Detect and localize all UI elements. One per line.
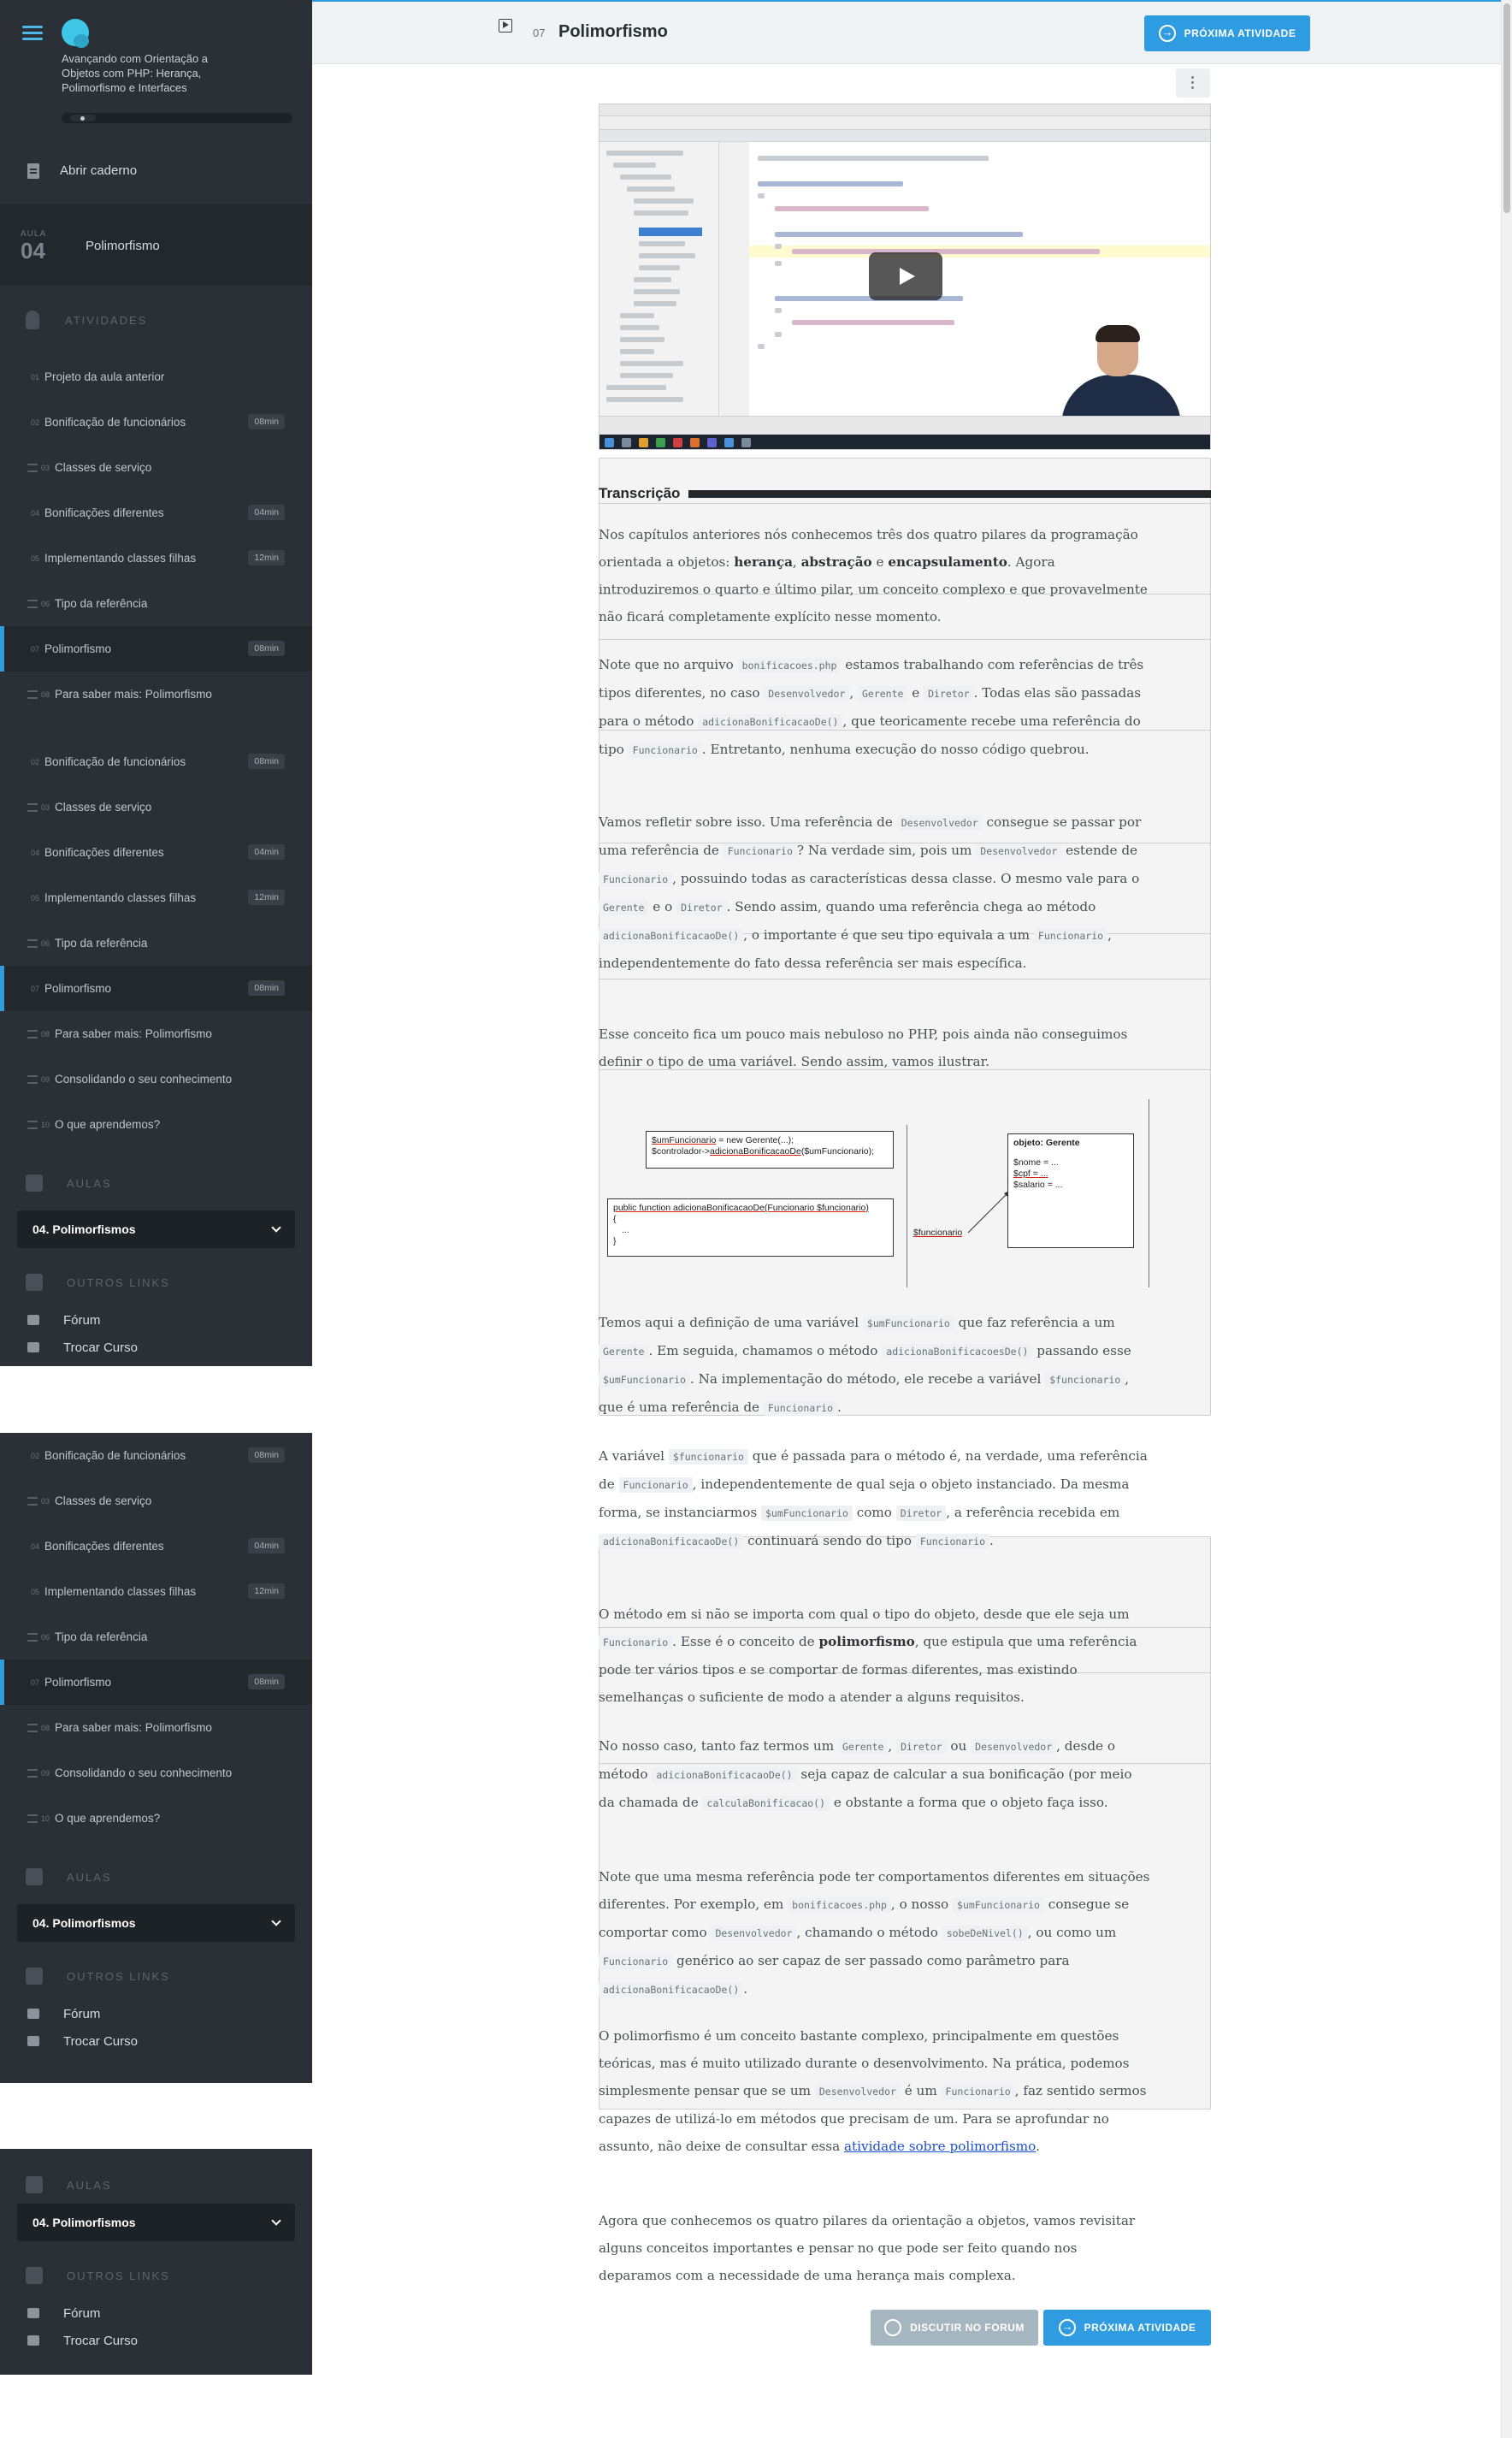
transcript-paragraph-1: Nos capítulos anteriores nós conhecemos três dos quatro pilares da programação orientada a objetos: herança, abstração e encapsulamento. Agora introduziremos o quarto e último pilar, um conceito complexo e que provavelmente não ficará completamente explícito nesse momento. — [599, 527, 1148, 624]
course-title[interactable]: Avançando com Orientação a Objetos com PHP: Herança, Polimorfismo e Interfaces — [62, 52, 209, 94]
activity-number: 08 — [41, 689, 50, 699]
trophy-icon — [26, 311, 39, 329]
chevron-down-icon — [271, 1916, 281, 1926]
activity-label: Classes de serviço — [55, 461, 152, 474]
aula-name: Polimorfismo — [86, 238, 160, 253]
aula-select[interactable]: 04. Polimorfismos — [17, 1904, 295, 1942]
transcript-paragraph-9: Note que uma mesma referência pode ter comportamentos diferentes em situações diferentes. Por exemplo, em bonificacoes.php , o nosso $umFuncionario consegue se comportar como Desenvolvedor , chamando o método sobeDeNivel() , ou como um Funcionario genérico ao ser capaz de ser passado como parâmetro para adicionaBonificacaoDe() . — [599, 1869, 1150, 1997]
activity-duration-badge: 04min — [248, 844, 285, 860]
activity-number: 06 — [41, 599, 50, 608]
transcript-paragraph-5: Temos aqui a definição de uma variável $umFuncionario que faz referência a um Gerente . Em seguida, chamamos o método adicionaBonificacoesDe() passando esse $umFuncionario . Na implementação do método, ele recebe a variável $funcionario , que é uma referência de Funcionario . — [599, 1315, 1131, 1415]
activity-label: Bonificação de funcionários — [44, 755, 186, 768]
activity-label: Polimorfismo — [44, 1676, 112, 1689]
activity-label: Classes de serviço — [55, 801, 152, 814]
activity-number: 02 — [31, 1451, 40, 1460]
document-icon — [27, 163, 39, 179]
activity-item[interactable] — [0, 1524, 312, 1569]
activity-label: Bonificação de funcionários — [44, 1449, 186, 1462]
list-icon — [27, 1814, 38, 1823]
activity-duration-badge: 12min — [248, 550, 285, 565]
switch-course-icon — [27, 2036, 39, 2046]
activity-number: 06 — [41, 938, 50, 948]
activity-label: Para saber mais: Polimorfismo — [55, 1721, 212, 1734]
aula-badge — [21, 229, 55, 262]
switch-course-link[interactable]: Trocar Curso — [0, 2327, 312, 2354]
transcript-paragraph-10: O polimorfismo é um conceito bastante complexo, principalmente em questões teóricas, mas é muito utilizado durante o desenvolvimento. Na prática, podemos simplesmente pensar que se um Desenvolvedor é um Funcionario , faz sentido sermos capazes de utilizá-lo em métodos que precisam de um. Para se aprofundar no assunto, não deixe de consultar essa atividade sobre polimorfismo. — [599, 2028, 1147, 2154]
forum-icon — [27, 2308, 39, 2318]
activity-label: Para saber mais: Polimorfismo — [55, 1027, 212, 1040]
activity-item[interactable] — [0, 1478, 312, 1524]
activity-item[interactable] — [0, 672, 312, 717]
next-activity-button-bottom[interactable]: → PRÓXIMA ATIVIDADE — [1043, 2310, 1211, 2346]
video-ide-toolbar — [599, 116, 1210, 130]
activity-label: Projeto da aula anterior — [44, 370, 165, 383]
activity-number: 03 — [41, 1496, 50, 1506]
activity-item[interactable] — [0, 784, 312, 830]
activity-label: Bonificações diferentes — [44, 506, 164, 519]
activity-duration-badge: 12min — [248, 890, 285, 905]
aulas-heading: AULAS — [0, 1841, 312, 1904]
lessons-icon — [26, 1175, 43, 1192]
lessons-icon — [26, 2176, 43, 2193]
list-icon — [27, 1121, 38, 1129]
activity-label: Consolidando o seu conhecimento — [55, 1073, 233, 1086]
list-icon — [27, 1075, 38, 1084]
links-icon — [26, 1274, 43, 1291]
lessons-icon — [26, 1868, 43, 1885]
activity-item[interactable] — [0, 920, 312, 966]
activity-number: 02 — [31, 417, 40, 427]
diagram-param-label: $funcionario — [913, 1228, 963, 1238]
polymorphism-activity-link[interactable]: atividade sobre polimorfismo — [843, 2139, 1037, 2154]
activity-number: 10 — [41, 1814, 50, 1823]
activity-item[interactable] — [0, 1614, 312, 1660]
activity-item[interactable] — [0, 1750, 312, 1796]
sidebar-repeat — [0, 1433, 312, 2083]
activity-number: 08 — [41, 1029, 50, 1039]
forum-link[interactable]: Fórum — [0, 2000, 312, 2027]
activity-label: Tipo da referência — [55, 1630, 148, 1643]
activity-item[interactable] — [0, 354, 312, 399]
aula-select-value: 04. Polimorfismos — [32, 1222, 136, 1236]
list-icon — [27, 690, 38, 699]
aula-select[interactable]: 04. Polimorfismos — [17, 2204, 295, 2241]
video-windows-taskbar — [599, 435, 1210, 450]
forum-icon — [27, 2009, 39, 2019]
video-activity-icon — [499, 19, 512, 33]
activity-item[interactable] — [0, 1102, 312, 1147]
activity-label: Bonificações diferentes — [44, 1540, 164, 1553]
activity-item[interactable] — [0, 399, 312, 445]
aulas-heading: AULAS — [0, 1147, 312, 1210]
chevron-down-icon — [271, 2216, 281, 2225]
video-ide-tabs — [599, 130, 1210, 142]
activity-item[interactable] — [0, 1011, 312, 1056]
activity-label: O que aprendemos? — [55, 1118, 161, 1131]
transcript-paragraph-7: O método em si não se importa com qual o tipo do objeto, desde que ele seja um Funcionario . Esse é o conceito de polimorfismo, que estipula que uma referência pode ter vários tipos e se comportar de formas diferentes, mas existindo semelhanças o suficiente de modo a atender a alguns requisitos. — [599, 1607, 1137, 1705]
list-icon — [27, 1633, 38, 1642]
activity-label: Tipo da referência — [55, 937, 148, 950]
activity-duration-badge: 04min — [248, 1538, 285, 1553]
activity-number: 10 — [41, 1120, 50, 1129]
activity-number: 04 — [31, 1542, 40, 1551]
sidebar-repeat-bottom — [0, 2149, 312, 2375]
activity-number: 05 — [31, 893, 40, 902]
list-icon — [27, 939, 38, 948]
activity-number: 07 — [31, 984, 40, 993]
list-icon — [27, 1724, 38, 1732]
aulas-heading: AULAS — [0, 2166, 312, 2204]
other-links-heading: OUTROS LINKS — [0, 1952, 312, 2000]
activity-duration-badge: 08min — [248, 414, 285, 429]
aula-label: AULA — [21, 229, 47, 239]
activity-item[interactable] — [0, 1796, 312, 1841]
arrow-right-circle-icon — [1059, 2319, 1076, 2336]
activity-label: Implementando classes filhas — [44, 552, 197, 565]
activity-item[interactable] — [0, 626, 312, 672]
collapse-menu-icon[interactable] — [22, 26, 43, 43]
activity-label: Bonificações diferentes — [44, 846, 164, 859]
transcript-paragraph-2: Note que no arquivo bonificacoes.php estamos trabalhando com referências de três tipos diferentes, no caso Desenvolvedor , Gerente e Diretor . Todas elas são passadas para o método adicionaBonificacaoDe() , que teoricamente recebe uma referência do tipo Funcionario . Entretanto, nenhuma execução do nosso código quebrou. — [599, 657, 1144, 757]
activity-header — [312, 2, 1501, 64]
video-player[interactable] — [599, 104, 1211, 450]
activity-number: 07 — [31, 644, 40, 654]
activity-item[interactable] — [0, 875, 312, 920]
activity-item[interactable] — [0, 1433, 312, 1478]
activity-number: 09 — [41, 1074, 50, 1084]
switch-course-icon — [27, 2335, 39, 2346]
activity-label: Implementando classes filhas — [44, 1585, 197, 1598]
activity-item[interactable] — [0, 1705, 312, 1750]
scrollbar-thumb[interactable] — [1503, 3, 1510, 213]
activity-number: 01 — [31, 372, 40, 382]
video-ide-statusbar — [599, 416, 1210, 435]
activity-number: 07 — [533, 27, 546, 39]
transcript-paragraph-6: A variável $funcionario que é passada para o método é, na verdade, uma referência de Funcionario , independentemente de qual seja o objeto instanciado. Da mesma forma, se instanciarmos $umFuncionario como Diretor , a referência recebida em adicionaBonificacaoDe() continuará sendo do tipo Funcionario . — [599, 1448, 1148, 1548]
activity-label: Tipo da referência — [55, 597, 148, 610]
heading-rule — [688, 490, 1211, 498]
list-icon — [27, 464, 38, 472]
next-activity-button[interactable]: → PRÓXIMA ATIVIDADE — [1144, 15, 1310, 51]
activity-duration-badge: 08min — [248, 1674, 285, 1689]
forum-icon — [27, 1315, 39, 1325]
activity-item[interactable] — [0, 1569, 312, 1614]
activity-item[interactable] — [0, 1660, 312, 1705]
activity-label: Classes de serviço — [55, 1494, 152, 1507]
activity-list-repeat-2 — [0, 1433, 312, 1841]
activity-duration-badge: 08min — [248, 1447, 285, 1463]
activity-list-repeat — [0, 739, 312, 1147]
sidebar-header — [0, 0, 312, 137]
page-scrollbar[interactable] — [1501, 0, 1512, 2438]
activity-number: 03 — [41, 802, 50, 812]
activity-duration-badge: 08min — [248, 754, 285, 769]
activity-number: 04 — [31, 508, 40, 518]
activities-heading: ATIVIDADES — [0, 286, 312, 354]
activity-label: Bonificação de funcionários — [44, 416, 186, 429]
activity-item[interactable] — [0, 445, 312, 490]
diagram-method-code: public function adicionaBonificacaoDe(Funcionario $funcionario) { ... } — [607, 1198, 894, 1257]
arrow-right-circle-icon — [1159, 25, 1176, 42]
video-play-button[interactable] — [869, 252, 942, 300]
links-icon — [26, 2267, 43, 2284]
transcript-paragraph-4: Esse conceito fica um pouco mais nebuloso no PHP, pois ainda não conseguimos definir o tipo de uma variável. Sendo assim, vamos ilustrar. — [599, 1027, 1128, 1069]
activity-label: O que aprendemos? — [55, 1812, 161, 1825]
activity-number: 09 — [41, 1768, 50, 1778]
list-icon — [27, 803, 38, 812]
more-options-button[interactable] — [1176, 68, 1210, 98]
video-ide-menubar — [599, 104, 1210, 116]
list-icon — [27, 1497, 38, 1506]
activity-number: 02 — [31, 757, 40, 766]
forum-link[interactable]: Fórum — [0, 1306, 312, 1334]
links-icon — [26, 1968, 43, 1985]
activity-number: 08 — [41, 1723, 50, 1732]
switch-course-icon — [27, 1342, 39, 1352]
activity-number: 04 — [31, 848, 40, 857]
current-aula[interactable] — [0, 205, 312, 286]
activity-number: 05 — [31, 1587, 40, 1596]
activity-item[interactable] — [0, 739, 312, 784]
activity-label: Para saber mais: Polimorfismo — [55, 688, 212, 701]
diagram-call-code: $umFuncionario = new Gerente(...); $controlador->adicionaBonificacaoDe($umFuncionario); — [646, 1131, 894, 1169]
activity-label: Polimorfismo — [44, 982, 112, 995]
activity-label: Consolidando o seu conhecimento — [55, 1766, 233, 1779]
polymorphism-diagram — [599, 1099, 1150, 1287]
activity-number: 06 — [41, 1632, 50, 1642]
activity-label: Implementando classes filhas — [44, 891, 197, 904]
list-icon — [27, 1769, 38, 1778]
diagram-object-box: objeto: Gerente $nome = ... $cpf = ... $salario = ... — [1007, 1133, 1134, 1248]
other-links-heading: OUTROS LINKS — [0, 1258, 312, 1306]
globe-icon — [884, 2319, 901, 2336]
transcript-paragraph-8: No nosso caso, tanto faz termos um Gerente , Diretor ou Desenvolvedor , desde o método adicionaBonificacaoDe() seja capaz de calcular a sua bonificação (por meio da chamada de calculaBonificacao() e obstante a forma que o objeto faça isso. — [599, 1738, 1132, 1810]
transcript-heading: Transcrição — [599, 484, 1211, 503]
transcript-paragraph-3: Vamos refletir sobre isso. Uma referência de Desenvolvedor consegue se passar por uma referência de Funcionario ? Na verdade sim, pois um Desenvolvedor estende de Funcionario , possuindo todas as características dessa classe. O mesmo vale para o Gerente e o Diretor . Sendo assim, quando uma referência chega ao método adicionaBonificacaoDe() , o importante é que seu tipo equivala a um Funcionario , independentemente do fato dessa referência ser mais específica. — [599, 814, 1142, 971]
discuss-forum-button[interactable]: DISCUTIR NO FORUM — [871, 2310, 1038, 2346]
activity-list — [0, 354, 312, 717]
list-icon — [27, 1030, 38, 1039]
aula-number: 04 — [21, 238, 45, 263]
activity-label: Polimorfismo — [44, 642, 112, 655]
switch-course-link[interactable]: Trocar Curso — [0, 1334, 312, 1361]
activity-duration-badge: 08min — [248, 980, 285, 996]
aula-select[interactable] — [17, 1210, 295, 1248]
other-links-heading: OUTROS LINKS — [0, 2252, 312, 2299]
activity-item[interactable] — [0, 1056, 312, 1102]
course-progress-bar — [62, 113, 292, 123]
sidebar — [0, 0, 312, 1366]
video-ide-project-tree — [599, 142, 719, 416]
switch-course-link[interactable]: Trocar Curso — [0, 2027, 312, 2055]
transcript-paragraph-11: Agora que conhecemos os quatro pilares da orientação a objetos, vamos revisitar alguns conceitos importantes e pensar no que pode ser feito quando nos deparamos com a necessidade de uma herança mais complexa. — [599, 2213, 1136, 2283]
activity-item[interactable] — [0, 490, 312, 536]
forum-link[interactable]: Fórum — [0, 2299, 312, 2327]
activity-duration-badge: 08min — [248, 641, 285, 656]
open-notebook-button[interactable] — [0, 137, 312, 205]
activity-title: Polimorfismo — [558, 22, 668, 41]
activity-item[interactable] — [0, 830, 312, 875]
activity-number: 05 — [31, 553, 40, 563]
activity-item[interactable] — [0, 966, 312, 1011]
activity-item[interactable] — [0, 581, 312, 626]
open-notebook-label: Abrir caderno — [60, 163, 138, 178]
list-icon — [27, 600, 38, 608]
chevron-down-icon — [271, 1222, 281, 1232]
activity-number: 07 — [31, 1678, 40, 1687]
activity-item[interactable] — [0, 536, 312, 581]
activity-number: 03 — [41, 463, 50, 472]
activity-duration-badge: 04min — [248, 505, 285, 520]
course-logo-icon — [62, 19, 89, 46]
activity-duration-badge: 12min — [248, 1583, 285, 1599]
